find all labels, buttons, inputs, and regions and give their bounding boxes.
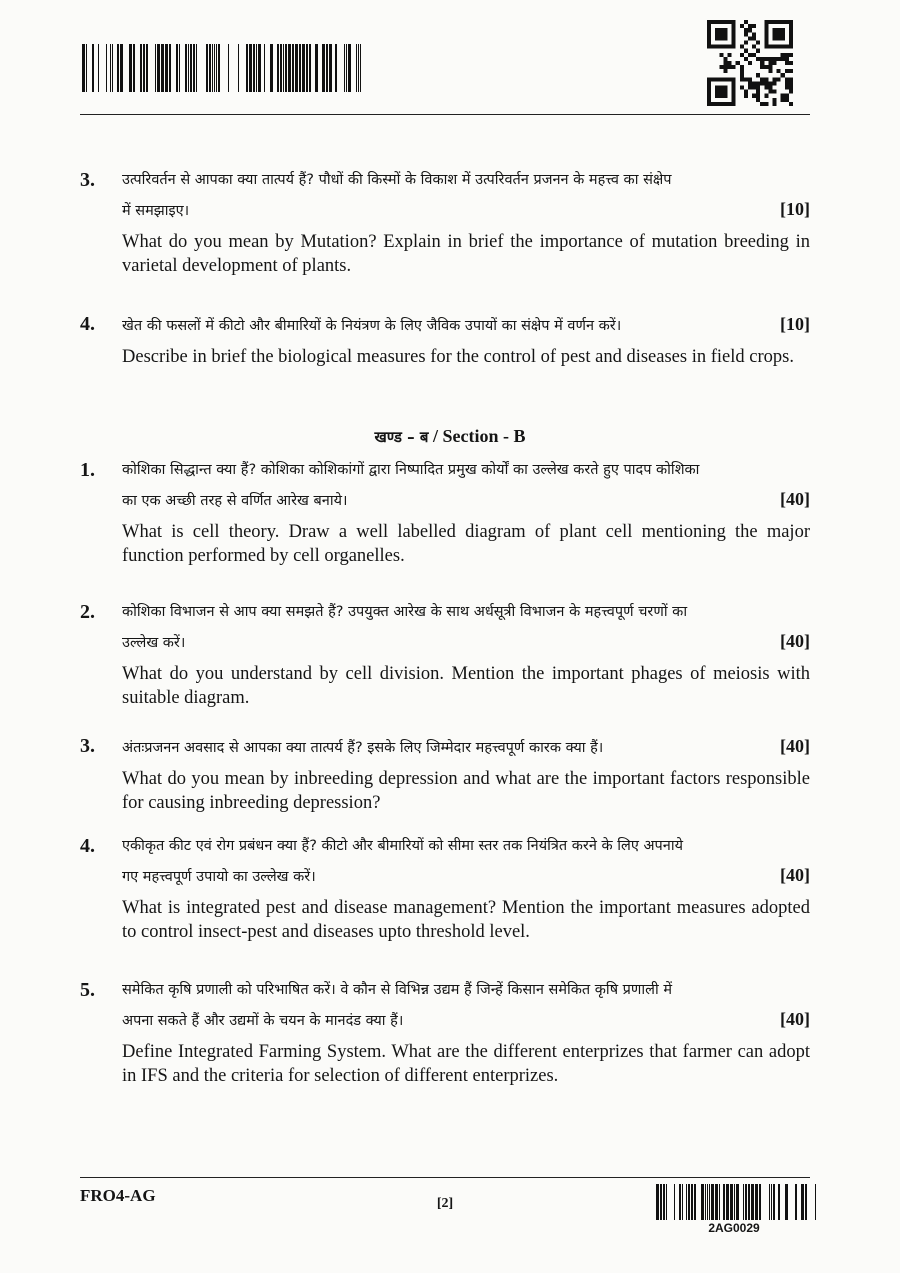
question-number: 3. [80,169,95,191]
section-b-heading [0,426,900,447]
question-marks: [40] [780,1009,810,1029]
footer-rule [80,1177,810,1178]
question-a3 [80,166,810,278]
section-heading-separator: / [428,426,443,446]
qr-code-icon [706,20,794,106]
question-english: What do you understand by cell division. Mention the important phages of meiosis with suitable diagram. [122,664,810,708]
section-heading-hindi: खण्ड – ब [374,428,429,446]
question-number: 5. [80,979,95,1001]
footer-barcode-text: 2AG0029 [708,1221,760,1235]
question-b5 [80,976,810,1088]
question-number: 1. [80,459,95,481]
question-b4 [80,832,810,944]
question-number: 3. [80,735,95,757]
section-heading-english: Section - B [442,426,526,446]
question-number: 4. [80,835,95,857]
question-hindi-line: का एक अच्छी तरह से वर्णित आरेख बनाये। [122,493,348,509]
header-rule [80,114,810,115]
question-english: Define Integrated Farming System. What are the different enterprizes that farmer can adopt in IFS and the criteria for selection of different enterprizes. [122,1042,810,1086]
question-hindi-line: गए महत्त्वपूर्ण उपायो का उल्लेख करें। [122,869,316,885]
footer-barcode-icon [650,1184,818,1220]
question-hindi-line: अंतःप्रजनन अवसाद से आपका क्या तात्पर्य हैं? इसके लिए जिम्मेदार महत्त्वपूर्ण कारक क्या हैं। [122,740,604,756]
question-hindi-line: समेकित कृषि प्रणाली को परिभाषित करें। वे कौन से विभिन्न उद्यम हैं जिन्हें किसान समेकित कृषि प्रणाली में [122,982,673,998]
question-marks: [40] [780,865,810,885]
question-hindi-line: अपना सकते हैं और उद्यमों के चयन के मानदंड क्या हैं। [122,1013,404,1029]
question-hindi-line: उत्परिवर्तन से आपका क्या तात्पर्य हैं? पौधों की किस्मों के विकाश में उत्परिवर्तन प्रजनन के महत्त्व का संक्षेप [122,172,672,188]
question-marks: [10] [780,199,810,219]
question-marks: [40] [780,736,810,756]
question-a4 [80,310,810,369]
question-english: What is cell theory. Draw a well labelled diagram of plant cell mentioning the major function performed by cell organelles. [122,522,810,566]
question-number: 2. [80,601,95,623]
question-hindi-line: कोशिका सिद्धान्त क्या हैं? कोशिका कोशिकांगों द्वारा निष्पादित प्रमुख कोर्यों का उल्लेख करते हुए पादप कोशिका [122,462,700,478]
question-b2 [80,598,810,710]
question-b3 [80,732,810,815]
question-b1 [80,456,810,568]
question-hindi-line: एकीकृत कीट एवं रोग प्रबंधन क्या हैं? कीटो और बीमारियों को सीमा स्तर तक नियंत्रित करने के लिए अपनाये [122,838,683,854]
question-marks: [40] [780,631,810,651]
question-hindi-line: में समझाइए। [122,203,190,219]
question-hindi-line: उल्लेख करें। [122,635,186,651]
question-marks: [40] [780,489,810,509]
question-hindi-line: खेत की फसलों में कीटो और बीमारियों के नियंत्रण के लिए जैविक उपायों का संक्षेप में वर्णन करें। [122,318,622,334]
question-english: Describe in brief the biological measures for the control of pest and diseases in field crops. [122,347,794,367]
question-english: What is integrated pest and disease management? Mention the important measures adopted to control insect-pest and diseases upto threshold level. [122,898,810,942]
question-marks: [10] [780,314,810,334]
question-number: 4. [80,313,95,335]
paper-code: FRO4-AG [80,1186,156,1205]
question-english: What do you mean by Mutation? Explain in brief the importance of mutation breeding in varietal development of plants. [122,232,810,276]
page-number: [2] [436,1196,454,1211]
barcode-icon [82,44,368,92]
question-english: What do you mean by inbreeding depression and what are the important factors responsible for causing inbreeding depression? [122,769,810,813]
question-hindi-line: कोशिका विभाजन से आप क्या समझते हैं? उपयुक्त आरेख के साथ अर्धसूत्री विभाजन के महत्त्वपूर्ण चरणों का [122,604,688,620]
